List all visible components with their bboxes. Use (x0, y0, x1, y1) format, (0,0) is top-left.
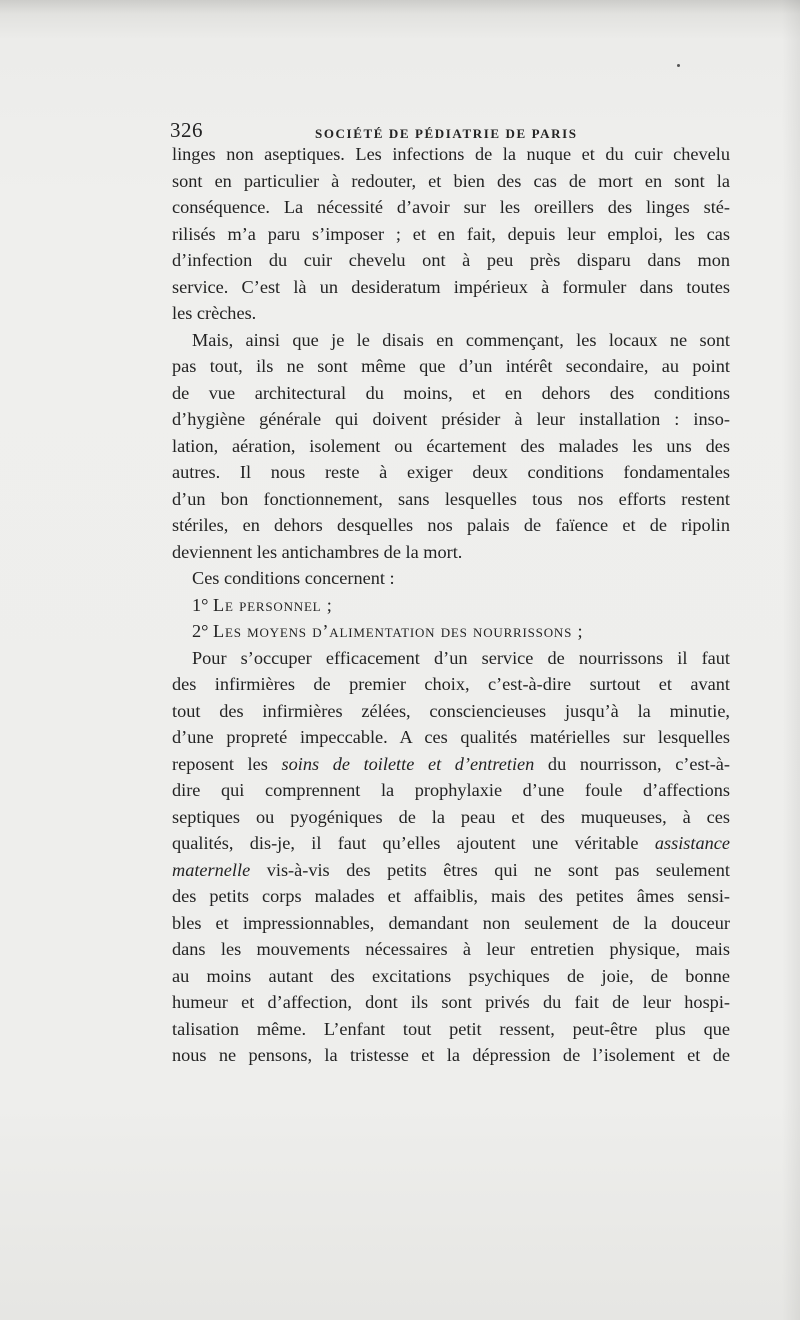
text-line: nous ne pensons, la tristesse et la dépression de l’isolement et de (172, 1045, 730, 1065)
text-line: les crèches. (172, 303, 257, 323)
text-segment: reposent les (172, 753, 268, 774)
italic-phrase: soins de toilette et d’entretien (281, 753, 535, 774)
text-line: autres. Il nous reste à exiger deux conditions fondamentales (172, 462, 730, 482)
italic-phrase: maternelle (172, 859, 251, 880)
running-title: SOCIÉTÉ DE PÉDIATRIE DE PARIS (315, 126, 578, 141)
text-line: deviennent les antichambres de la mort. (172, 541, 463, 562)
text-line: d’une propreté impeccable. A ces qualités matérielles sur lesquelles (172, 727, 730, 747)
page-edge-shadow (782, 0, 800, 1320)
text-line: service. C’est là un desideratum impérieux à formuler dans toutes (172, 276, 730, 297)
text-line (172, 830, 730, 857)
text-line: pas tout, ils ne sont même que d’un intérêt secondaire, au point (172, 356, 730, 376)
text-line: d’infection du cuir chevelu ont à peu près disparu dans mon (172, 250, 730, 270)
text-line: septiques ou pyogéniques de la peau et des muqueuses, à ces (172, 806, 730, 827)
text-line: lation, aération, isolement ou écartement des malades les uns des (172, 435, 730, 456)
text-line (172, 857, 730, 884)
text-line: rilisés m’a paru s’imposer ; et en fait, depuis leur emploi, les cas (172, 223, 730, 244)
text-line (172, 751, 730, 778)
text-line: Ces conditions concernent : (192, 568, 395, 588)
text-line: talisation même. L’enfant tout petit ressent, peut-être plus que (172, 1018, 730, 1039)
text-line: dire qui comprennent la prophylaxie d’une foule d’affections (172, 780, 730, 800)
text-line: des infirmières de premier choix, c’est-à-dire surtout et avant (172, 674, 730, 694)
page-number: 326 (170, 118, 203, 142)
text-line: Mais, ainsi que je le disais en commençant, les locaux ne sont (192, 329, 730, 350)
text-segment: vis-à-vis des petits êtres qui ne sont pas seulement (266, 859, 730, 880)
text-line: d’hygiène générale qui doivent présider à leur installation : inso- (172, 409, 730, 429)
list-item-label: Les moyens d’alimentation des nourrissons ; (213, 621, 584, 641)
text-line: d’un bon fonctionnement, sans lesquelles tous nos efforts restent (172, 488, 730, 509)
text-line: humeur et d’affection, dont ils sont privés du fait de leur hospi- (172, 992, 730, 1012)
text-line: des petits corps malades et affaiblis, mais des petites âmes sensi- (172, 886, 730, 906)
text-line: tout des infirmières zélées, consciencieuses jusqu’à la minutie, (172, 700, 730, 721)
list-item-number: 1° (192, 594, 209, 615)
list-item-label: Le personnel ; (213, 594, 333, 615)
text-line: Pour s’occuper efficacement d’un service de nourrissons il faut (192, 647, 730, 668)
text-line: bles et impressionnables, demandant non seulement de la douceur (172, 912, 730, 933)
text-segment: qualités, dis-je, il faut qu’elles ajoutent une véritable (172, 833, 639, 853)
text-segment: du nourrisson, c’est-à- (547, 753, 730, 774)
body-text (172, 141, 730, 1069)
text-line: de vue architectural du moins, et en dehors des conditions (172, 382, 730, 403)
text-line: sont en particulier à redouter, et bien des cas de mort en sont la (172, 170, 730, 191)
text-line: dans les mouvements nécessaires à leur entretien physique, mais (172, 939, 730, 959)
text-line: au moins autant des excitations psychiques de joie, de bonne (172, 965, 730, 986)
list-item (172, 592, 730, 619)
list-item (172, 618, 730, 645)
ink-speck (677, 64, 680, 67)
page-top-shadow (0, 0, 800, 14)
text-line: conséquence. La nécessité d’avoir sur les oreillers des linges sté- (172, 197, 730, 217)
italic-phrase: assistance (654, 833, 730, 853)
list-item-number: 2° (192, 621, 209, 641)
text-line: linges non aseptiques. Les infections de la nuque et du cuir chevelu (172, 144, 730, 164)
text-line: stériles, en dehors desquelles nos palais de faïence et de ripolin (172, 515, 730, 535)
